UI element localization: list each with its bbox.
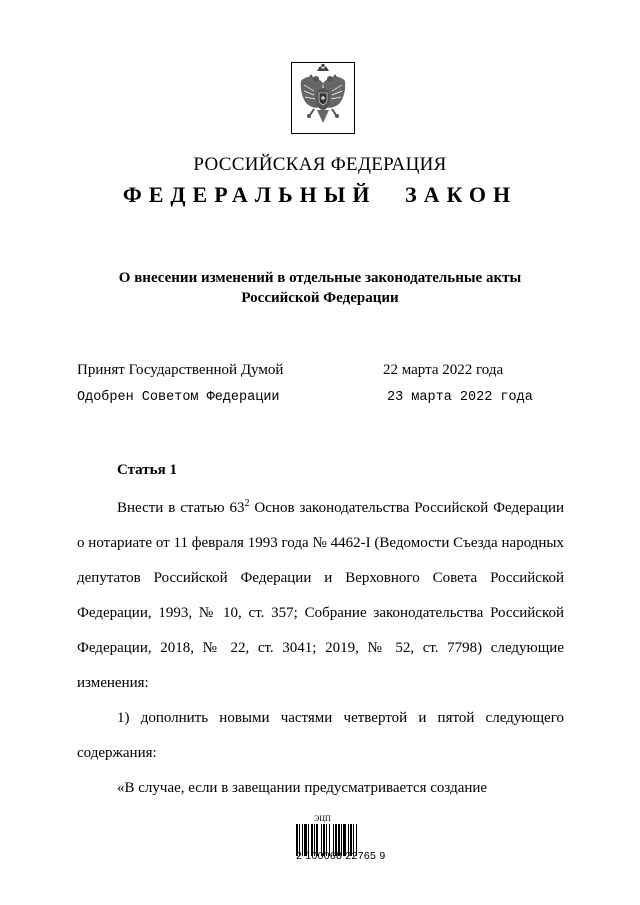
signature-mark: ЭЦП (314, 814, 331, 823)
article-body (77, 491, 564, 806)
adoption-label: Одобрен Советом Федерации (77, 390, 280, 405)
law-subject (80, 268, 560, 308)
article-item-1: 1) дополнить новыми частями четвертой и пятой следующего содержания: (77, 710, 564, 761)
country-name: РОССИЙСКАЯ ФЕДЕРАЦИЯ (193, 154, 447, 175)
quote-paragraph: «В случае, если в завещании предусматривается создание (117, 780, 488, 796)
intro-text: Внести в статью 63 (117, 500, 245, 516)
adoption-date: 23 марта 2022 года (387, 390, 533, 405)
adoption-date: 22 марта 2022 года (383, 362, 504, 378)
superscript: 2 (244, 498, 250, 509)
coat-of-arms-icon (291, 62, 355, 134)
intro-text-continued: Основ законодательства Российской Федерации о нотариате от 11 февраля 1993 года № 4462-I (Ведомости Съезда народных депутатов Российской Федерации и Верховного Совета Российской Федерации, 1993, № 10, ст. 357; Собрание законодательства Российской Федерации, 2018, № 22, ст. 3041; 2019, № 52, ст. 7798) следующие изменения: (77, 500, 565, 691)
barcode-number: 2 100068 22765 9 (296, 850, 386, 862)
article-title: Статья 1 (117, 462, 177, 478)
article-intro-paragraph (77, 491, 564, 701)
adoption-label: Принят Государственной Думой (77, 362, 284, 378)
law-title: ФЕДЕРАЛЬНЫЙ ЗАКОН (122, 182, 518, 207)
law-subject-line: Российской Федерации (241, 290, 399, 306)
law-subject-line: О внесении изменений в отдельные законодательные акты (118, 270, 522, 286)
